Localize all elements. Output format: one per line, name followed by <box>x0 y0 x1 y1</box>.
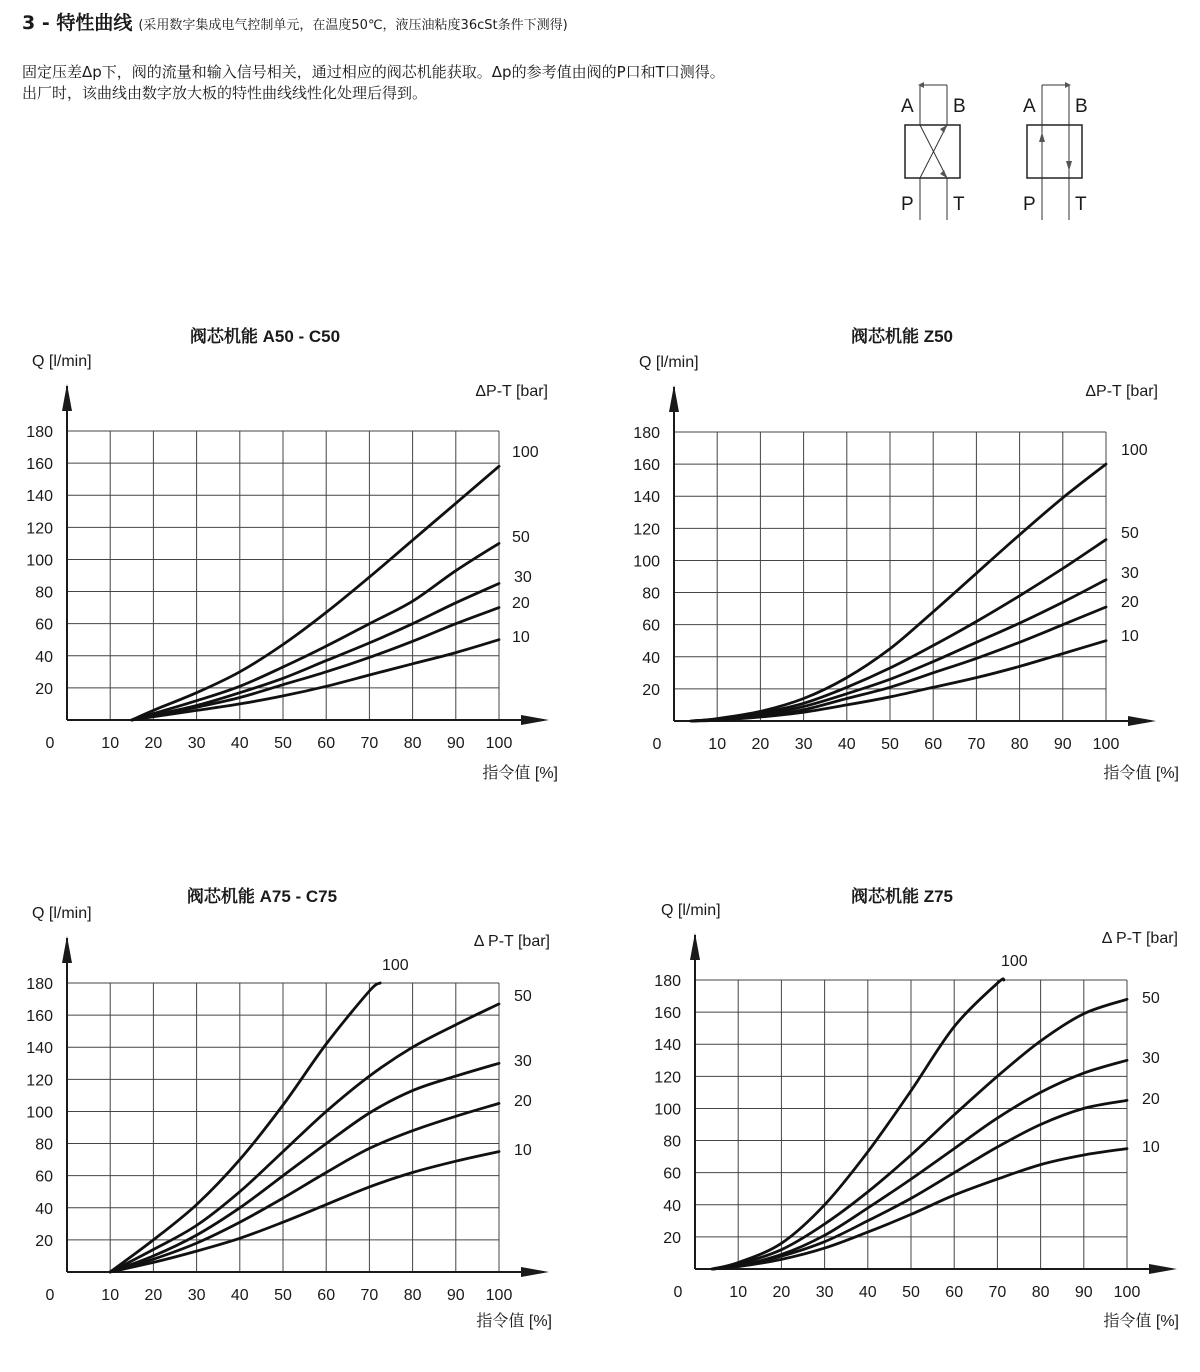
series-line-30 <box>712 1060 1127 1269</box>
x-tick-label: 100 <box>485 1287 513 1304</box>
y-tick-label: 80 <box>663 1133 681 1151</box>
series-label-10: 10 <box>514 1142 532 1159</box>
y-tick-label: 40 <box>35 1200 53 1218</box>
x-tick-label: 70 <box>988 1284 1007 1301</box>
intro-line-2: 出厂时，该曲线由数字放大板的特性曲线线性化处理后得到。 <box>22 84 428 102</box>
y-tick-label: 60 <box>642 617 660 635</box>
y-tick-label: 160 <box>26 456 53 474</box>
y-tick-label: 140 <box>26 1040 53 1058</box>
y-tick-label: 160 <box>654 1005 681 1023</box>
x-tick-label: 10 <box>729 1284 748 1301</box>
series-line-50 <box>110 1004 499 1272</box>
y-tick-label: 20 <box>663 1229 681 1247</box>
y-tick-label: 40 <box>663 1197 681 1215</box>
y-tick-label: 100 <box>654 1101 681 1119</box>
series-legend-title: ΔP-T [bar] <box>475 383 548 400</box>
y-tick-label: 180 <box>633 425 660 442</box>
x-tick-label: 80 <box>403 735 422 752</box>
y-axis-arrow-icon <box>669 385 679 412</box>
x-tick-label: 30 <box>794 736 813 753</box>
x-tick-label: 70 <box>967 736 986 753</box>
x-tick-label: 80 <box>1031 1284 1050 1301</box>
series-label-10: 10 <box>1142 1139 1160 1156</box>
series-label-20: 20 <box>1142 1091 1160 1108</box>
y-tick-label: 180 <box>26 976 53 993</box>
port-label-b: B <box>1075 96 1088 117</box>
y-tick-label: 140 <box>26 488 53 506</box>
series-label-100: 100 <box>1001 953 1028 970</box>
x-tick-label: 90 <box>446 735 465 752</box>
chart-2 <box>633 326 1179 782</box>
x-tick-label: 100 <box>485 735 513 752</box>
series-line-20 <box>110 1103 499 1272</box>
x-tick-label: 10 <box>101 735 120 752</box>
series-label-10: 10 <box>512 629 530 646</box>
chart-title: 阀芯机能 Z50 <box>850 327 954 346</box>
series-line-10 <box>691 641 1106 721</box>
series-label-100: 100 <box>1121 442 1148 459</box>
series-label-20: 20 <box>512 595 530 612</box>
y-tick-label: 20 <box>35 1232 53 1250</box>
x-tick-label: 10 <box>101 1287 120 1304</box>
x-tick-label: 50 <box>274 1287 292 1304</box>
series-label-50: 50 <box>514 988 532 1005</box>
y-tick-label: 180 <box>654 973 681 990</box>
x-tick-label: 0 <box>652 736 662 753</box>
x-axis-arrow-icon <box>1128 716 1156 726</box>
series-label-30: 30 <box>1121 565 1139 582</box>
y-tick-label: 120 <box>633 521 660 539</box>
x-axis-label: 指令值 [%] <box>476 1313 552 1330</box>
series-label-50: 50 <box>1121 525 1139 542</box>
series-line-100 <box>110 983 380 1272</box>
y-tick-label: 80 <box>642 585 660 603</box>
x-tick-label: 90 <box>1053 736 1072 753</box>
series-line-30 <box>691 580 1106 721</box>
y-tick-label: 160 <box>26 1008 53 1026</box>
y-tick-label: 100 <box>633 553 660 571</box>
y-tick-label: 80 <box>35 584 53 602</box>
x-tick-label: 20 <box>144 735 163 752</box>
x-axis-label: 指令值 [%] <box>482 765 558 782</box>
series-legend-title: Δ P-T [bar] <box>1101 930 1178 947</box>
x-tick-label: 80 <box>403 1287 422 1304</box>
series-label-30: 30 <box>1142 1050 1160 1067</box>
x-tick-label: 50 <box>881 736 899 753</box>
x-tick-label: 20 <box>772 1284 791 1301</box>
port-label-p: P <box>1023 194 1036 215</box>
x-tick-label: 90 <box>1074 1284 1093 1301</box>
y-axis-label: Q [l/min] <box>639 354 699 371</box>
intro-line-1: 固定压差Δp下，阀的流量和输入信号相关，通过相应的阀芯机能获取。Δp的参考值由阀的P口和T口测得。 <box>22 63 725 81</box>
x-tick-label: 30 <box>815 1284 834 1301</box>
y-tick-label: 80 <box>35 1136 53 1154</box>
x-axis-arrow-icon <box>521 1267 549 1277</box>
x-tick-label: 60 <box>317 735 336 752</box>
x-tick-label: 20 <box>751 736 770 753</box>
x-tick-label: 60 <box>945 1284 964 1301</box>
x-axis-label: 指令值 [%] <box>1103 765 1179 782</box>
series-line-100 <box>132 466 499 720</box>
x-tick-label: 30 <box>187 1287 206 1304</box>
x-tick-label: 60 <box>924 736 943 753</box>
x-tick-label: 0 <box>673 1284 683 1301</box>
series-line-10 <box>712 1149 1127 1269</box>
x-tick-label: 50 <box>274 735 292 752</box>
y-axis-label: Q [l/min] <box>32 353 92 370</box>
x-tick-label: 90 <box>446 1287 465 1304</box>
port-label-a: A <box>901 96 914 117</box>
x-tick-label: 40 <box>858 1284 877 1301</box>
port-label-a: A <box>1023 96 1036 117</box>
x-tick-label: 100 <box>1092 736 1120 753</box>
y-tick-label: 20 <box>642 681 660 699</box>
x-tick-label: 0 <box>45 735 55 752</box>
y-axis-arrow-icon <box>62 384 72 411</box>
x-tick-label: 40 <box>837 736 856 753</box>
x-tick-label: 50 <box>902 1284 920 1301</box>
series-label-30: 30 <box>514 569 532 586</box>
x-axis-arrow-icon <box>1149 1264 1177 1274</box>
x-tick-label: 70 <box>360 1287 379 1304</box>
x-tick-label: 40 <box>230 735 249 752</box>
x-tick-label: 20 <box>144 1287 163 1304</box>
series-line-20 <box>712 1100 1127 1269</box>
y-tick-label: 20 <box>35 680 53 698</box>
y-tick-label: 120 <box>654 1069 681 1087</box>
x-tick-label: 80 <box>1010 736 1029 753</box>
y-tick-label: 60 <box>663 1165 681 1183</box>
series-line-50 <box>712 999 1127 1269</box>
x-tick-label: 70 <box>360 735 379 752</box>
y-axis-arrow-icon <box>690 933 700 960</box>
x-axis-arrow-icon <box>521 715 549 725</box>
y-axis-label: Q [l/min] <box>661 902 721 919</box>
series-label-30: 30 <box>514 1053 532 1070</box>
series-label-20: 20 <box>1121 594 1139 611</box>
y-tick-label: 140 <box>633 489 660 507</box>
y-tick-label: 120 <box>26 520 53 538</box>
series-label-10: 10 <box>1121 628 1139 645</box>
port-label-t: T <box>953 194 965 215</box>
y-tick-label: 120 <box>26 1072 53 1090</box>
x-tick-label: 100 <box>1113 1284 1141 1301</box>
y-tick-label: 180 <box>26 424 53 441</box>
series-line-50 <box>132 543 499 720</box>
port-label-p: P <box>901 194 914 215</box>
chart-title: 阀芯机能 Z75 <box>850 887 954 906</box>
y-axis-arrow-icon <box>62 936 72 963</box>
y-tick-label: 40 <box>642 649 660 667</box>
series-label-50: 50 <box>512 529 530 546</box>
chart-3 <box>26 886 552 1330</box>
chart-title: 阀芯机能 A75 - C75 <box>186 887 338 906</box>
x-tick-label: 0 <box>45 1287 55 1304</box>
series-legend-title: Δ P-T [bar] <box>473 933 550 950</box>
y-tick-label: 60 <box>35 1168 53 1186</box>
y-tick-label: 60 <box>35 616 53 634</box>
chart-4 <box>654 886 1179 1330</box>
port-label-t: T <box>1075 194 1087 215</box>
y-tick-label: 160 <box>633 457 660 475</box>
series-label-100: 100 <box>512 444 539 461</box>
y-axis-label: Q [l/min] <box>32 905 92 922</box>
y-tick-label: 100 <box>26 552 53 570</box>
section-title: 3 - 特性曲线 <box>22 12 133 34</box>
series-label-100: 100 <box>382 957 409 974</box>
x-axis-label: 指令值 [%] <box>1103 1313 1179 1330</box>
series-label-50: 50 <box>1142 990 1160 1007</box>
port-label-b: B <box>953 96 966 117</box>
y-tick-label: 40 <box>35 648 53 666</box>
x-tick-label: 40 <box>230 1287 249 1304</box>
x-tick-label: 10 <box>708 736 727 753</box>
x-tick-label: 60 <box>317 1287 336 1304</box>
y-tick-label: 100 <box>26 1104 53 1122</box>
series-label-20: 20 <box>514 1093 532 1110</box>
series-legend-title: ΔP-T [bar] <box>1085 383 1158 400</box>
chart-1 <box>26 326 558 782</box>
section-subtitle: (采用数字集成电气控制单元，在温度50℃，液压油粘度36cSt条件下测得) <box>138 18 568 33</box>
y-tick-label: 140 <box>654 1037 681 1055</box>
x-tick-label: 30 <box>187 735 206 752</box>
chart-title: 阀芯机能 A50 - C50 <box>189 327 341 346</box>
